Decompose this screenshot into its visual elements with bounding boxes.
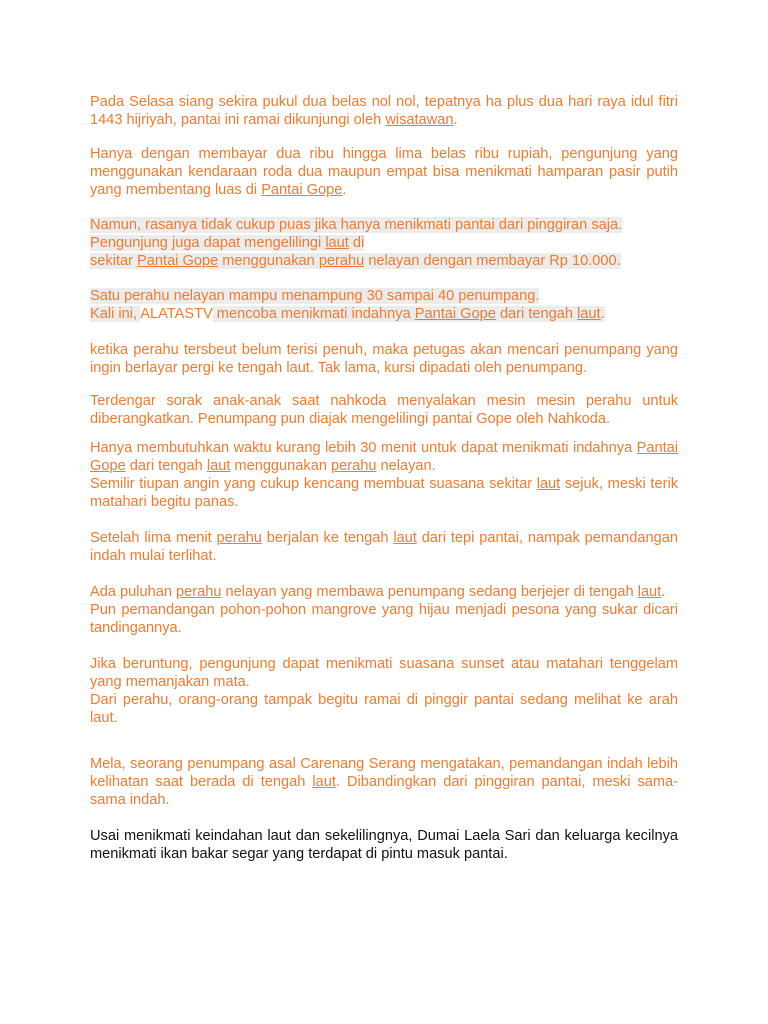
article-link[interactable]: laut xyxy=(206,458,231,474)
article-link[interactable]: laut xyxy=(637,584,662,600)
article-link[interactable]: perahu xyxy=(318,253,365,269)
document-page xyxy=(90,93,678,863)
paragraph-text: sekitar xyxy=(90,253,138,269)
article-link[interactable]: wisatawan xyxy=(385,112,454,128)
paragraph-text: dari tengah xyxy=(495,306,578,322)
paragraph-text: dari tengah xyxy=(125,458,207,474)
paragraph-text: Hanya membutuhkan waktu kurang lebih 30 menit untuk dapat menikmati indahnya xyxy=(90,440,637,456)
paragraph-text: Setelah lima menit xyxy=(90,530,217,546)
article-link[interactable]: perahu xyxy=(176,584,222,600)
paragraph-text: Pengunjung juga dapat mengelilingi xyxy=(90,235,326,251)
paragraph-text: Semilir tiupan angin yang cukup kencang membuat suasana sekitar xyxy=(90,476,537,492)
article-paragraph xyxy=(90,529,678,565)
article-paragraph xyxy=(90,93,678,129)
article-paragraph xyxy=(90,392,678,428)
paragraph-text: nelayan. xyxy=(376,458,436,474)
paragraph-text: nelayan dengan membayar Rp 10.000. xyxy=(364,253,621,269)
article-link[interactable]: Pantai Gope xyxy=(137,253,219,269)
paragraph-text: di xyxy=(348,235,365,251)
article-link[interactable]: laut xyxy=(536,476,561,492)
paragraph-text: menggunakan xyxy=(218,253,319,269)
article-link[interactable]: laut xyxy=(393,530,417,546)
paragraph-text: Kali ini, xyxy=(90,306,141,322)
paragraph-text: dari tepi pantai, nampak pemandangan indah mulai terlihat. xyxy=(90,530,678,564)
article-paragraph xyxy=(90,583,678,637)
paragraph-text: . xyxy=(453,112,458,128)
paragraph-text: Ada puluhan xyxy=(90,584,177,600)
article-link[interactable]: Pantai Gope xyxy=(90,440,678,474)
article-link[interactable]: perahu xyxy=(216,530,262,546)
article-link[interactable]: laut xyxy=(312,774,336,790)
article-paragraph xyxy=(90,287,678,323)
paragraph-text: Namun, rasanya tidak cukup puas jika hanya menikmati pantai dari pinggiran saja. xyxy=(90,217,623,233)
paragraph-text: nelayan yang membawa penumpang sedang berjejer di tengah xyxy=(221,584,638,600)
article-link[interactable]: laut xyxy=(577,306,601,322)
article-paragraph xyxy=(90,145,678,199)
paragraph-text: Dari perahu, orang-orang tampak begitu ramai di pinggir pantai sedang melihat ke arah laut. xyxy=(90,692,678,726)
paragraph-text: Mela, seorang penumpang asal Carenang Serang mengatakan, pemandangan indah lebih kelihatan saat berada di tengah xyxy=(90,756,678,790)
paragraph-text: ALATASTV xyxy=(140,306,213,322)
paragraph-text: menggunakan xyxy=(230,458,331,474)
paragraph-text: . xyxy=(600,306,605,322)
paragraph-text: . xyxy=(661,584,666,600)
paragraph-text: Satu perahu nelayan mampu menampung 30 sampai 40 penumpang. xyxy=(90,288,540,304)
article-paragraph xyxy=(90,755,678,809)
article-link[interactable]: Pantai Gope xyxy=(261,182,343,198)
paragraph-text: Hanya dengan membayar dua ribu hingga lima belas ribu rupiah, pengunjung yang menggunakan kendaraan roda dua maupun empat bisa menikmati hamparan pasir putih yang membentang luas di xyxy=(90,146,678,198)
paragraph-text: mencoba menikmati indahnya xyxy=(212,306,415,322)
article-paragraph xyxy=(90,341,678,377)
article-paragraph xyxy=(90,655,678,727)
paragraph-text: sejuk, meski terik matahari begitu panas. xyxy=(90,476,678,510)
article-link[interactable]: laut xyxy=(325,235,349,251)
paragraph-text: Pun pemandangan pohon-pohon mangrove yang hijau menjadi pesona yang sukar dicari tandingannya. xyxy=(90,602,678,636)
article-link[interactable]: perahu xyxy=(331,458,377,474)
paragraph-text: . Dibandingkan dari pinggiran pantai, meski sama-sama indah. xyxy=(90,774,679,808)
paragraph-text: . xyxy=(342,182,347,198)
paragraph-text: Usai menikmati keindahan laut dan sekelilingnya, Dumai Laela Sari dan keluarga kecilnya menikmati ikan bakar segar yang terdapat di pintu masuk pantai. xyxy=(90,828,678,862)
paragraph-text: Pada Selasa siang sekira pukul dua belas nol nol, tepatnya ha plus dua hari raya idul fitri 1443 hijriyah, pantai ini ramai dikunjungi oleh xyxy=(90,94,678,128)
article-paragraph xyxy=(90,439,678,511)
paragraph-text: Terdengar sorak anak-anak saat nahkoda menyalakan mesin mesin perahu untuk diberangkatkan. Penumpang pun diajak mengelilingi pantai Gope oleh Nahkoda. xyxy=(90,393,678,427)
article-link[interactable]: Pantai Gope xyxy=(414,306,496,322)
paragraph-text: berjalan ke tengah xyxy=(261,530,394,546)
paragraph-text: ketika perahu tersbeut belum terisi penuh, maka petugas akan mencari penumpang yang ingin berlayar pergi ke tengah laut. Tak lama, kursi dipadati oleh penumpang. xyxy=(90,342,678,376)
paragraph-text: Jika beruntung, pengunjung dapat menikmati suasana sunset atau matahari tenggelam yang memanjakan mata. xyxy=(90,656,678,690)
article-paragraph xyxy=(90,827,678,863)
article-paragraph xyxy=(90,216,678,270)
